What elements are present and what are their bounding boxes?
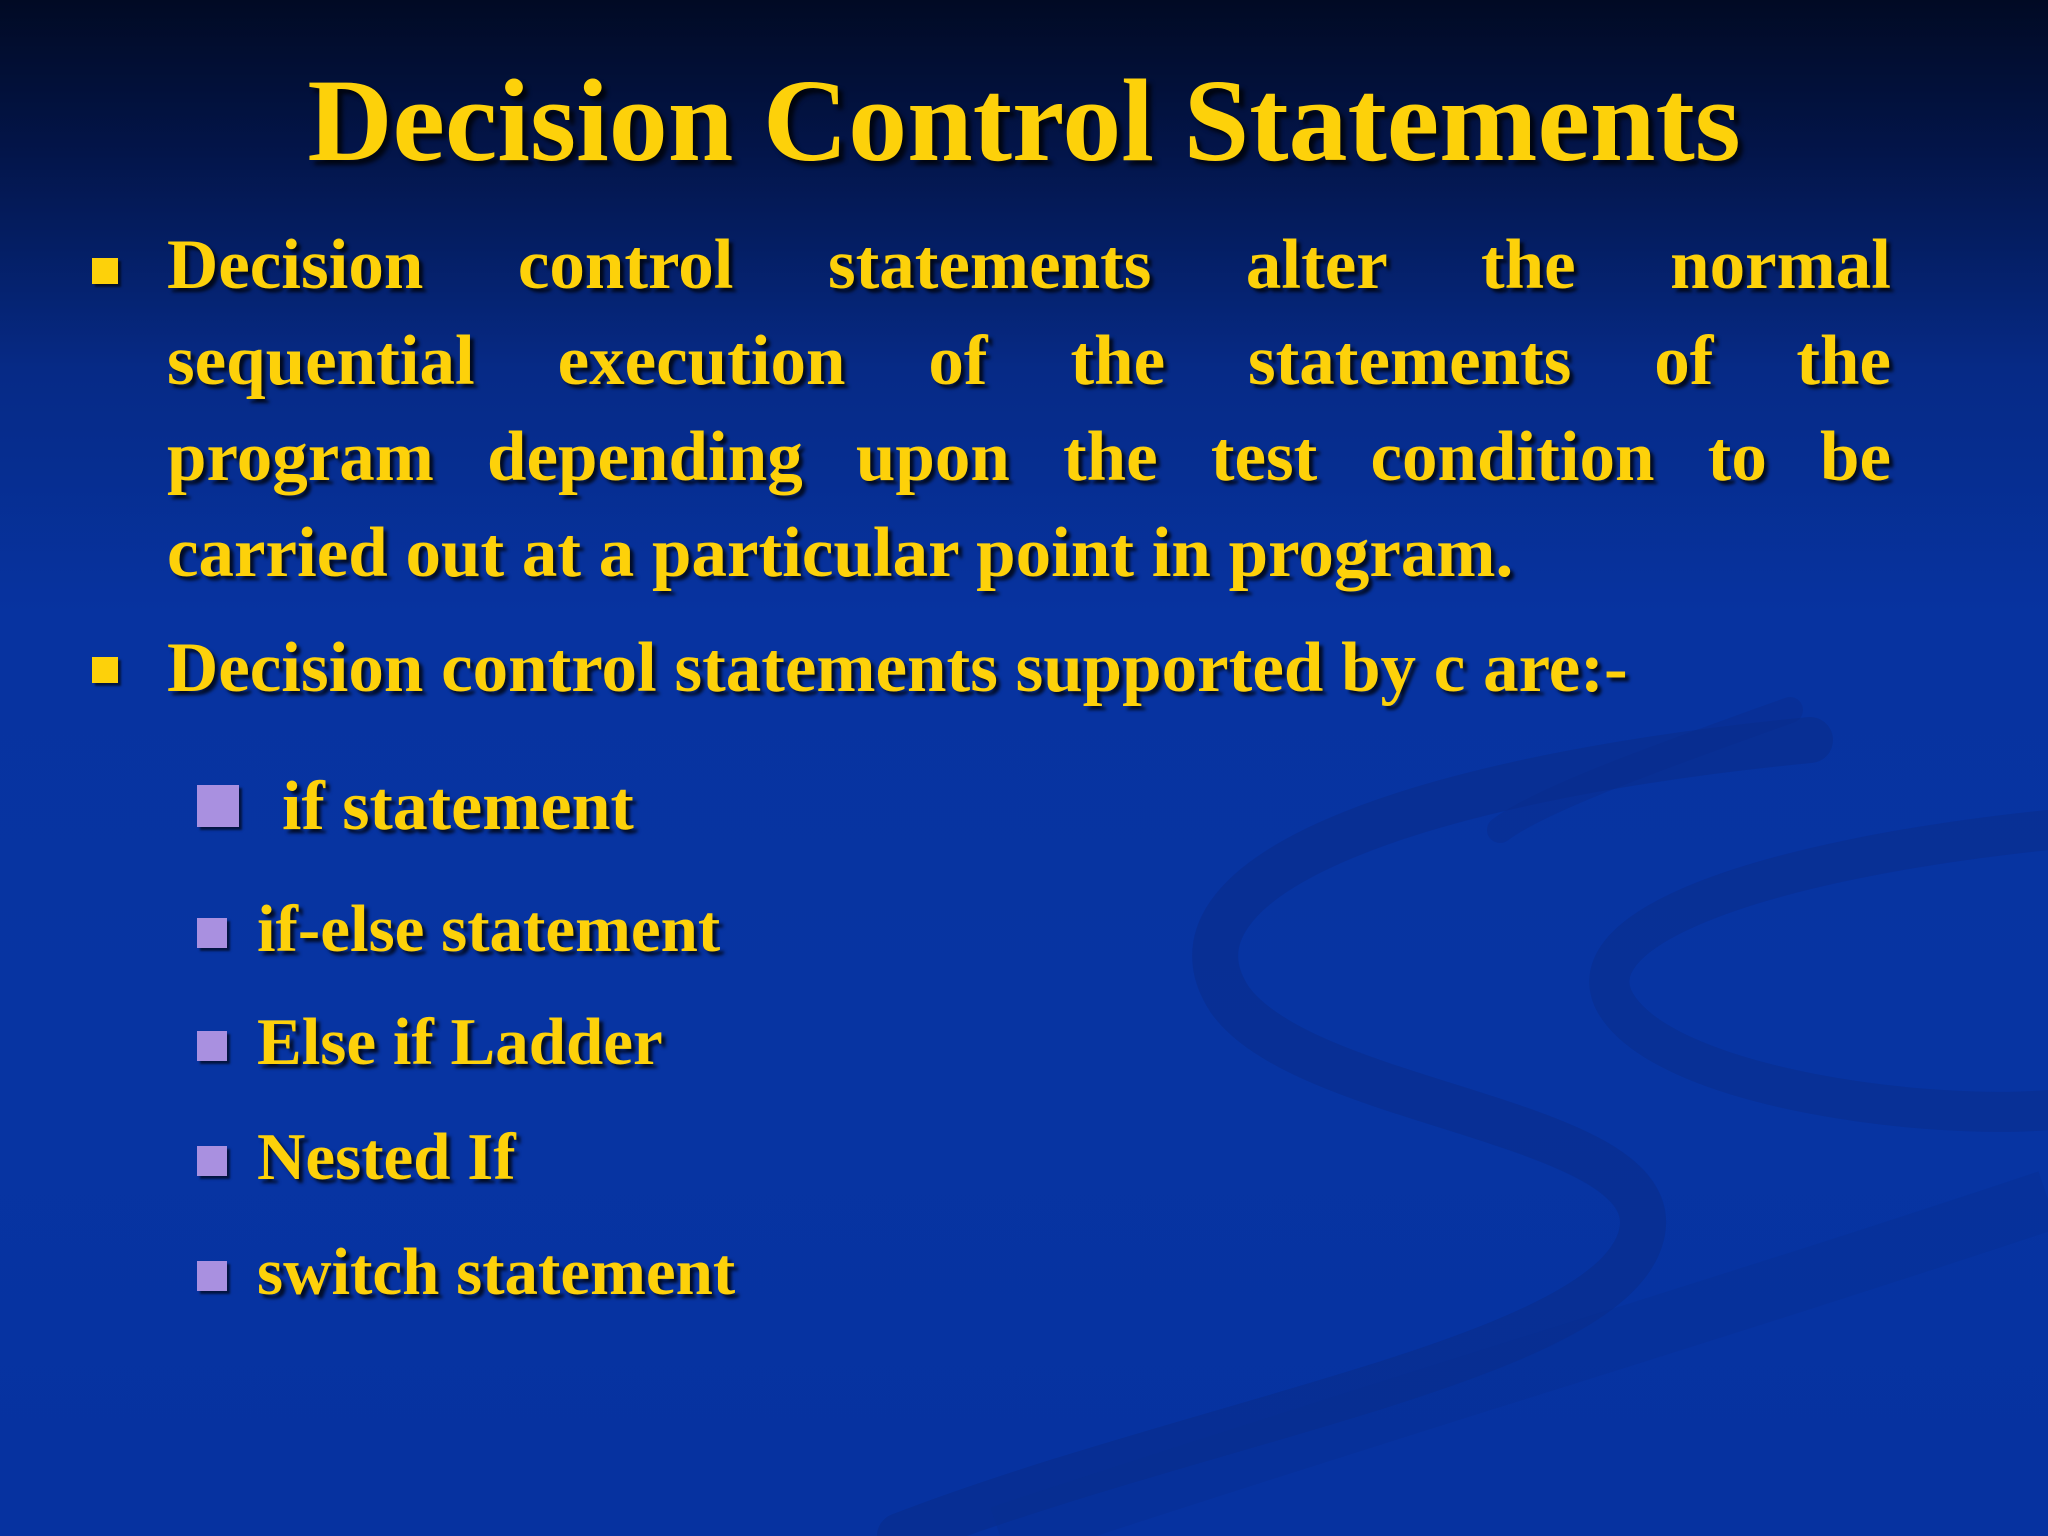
bullet-square-icon xyxy=(92,258,118,284)
bullet-text: Decision control statements supported by c are:- xyxy=(167,629,1628,707)
bullet-square-icon xyxy=(92,657,118,683)
paragraph-line: sequential execution of the statements of the xyxy=(167,322,1891,400)
sub-bullet-square-icon xyxy=(197,1261,227,1291)
paragraph-line: program depending upon the test condition to be xyxy=(167,418,1891,496)
sub-bullet-text: Else if Ladder xyxy=(257,1005,663,1079)
sub-bullet-square-icon xyxy=(197,1146,227,1176)
paragraph-line: carried out at a particular point in program. xyxy=(167,514,1514,592)
sub-bullet-square-icon xyxy=(197,1031,227,1061)
slide-title: Decision Control Statements xyxy=(307,55,1741,186)
paragraph-line: Decision control statements alter the normal xyxy=(167,226,1891,304)
sub-bullet-text: switch statement xyxy=(257,1235,736,1309)
sub-bullet-text: if-else statement xyxy=(257,892,721,966)
sub-bullet-square-icon xyxy=(197,918,227,948)
sub-bullet-square-icon xyxy=(197,785,239,827)
sub-bullet-text: Nested If xyxy=(257,1120,516,1194)
bullet-paragraph xyxy=(167,217,1891,601)
sub-bullet-text: if statement xyxy=(282,768,634,845)
